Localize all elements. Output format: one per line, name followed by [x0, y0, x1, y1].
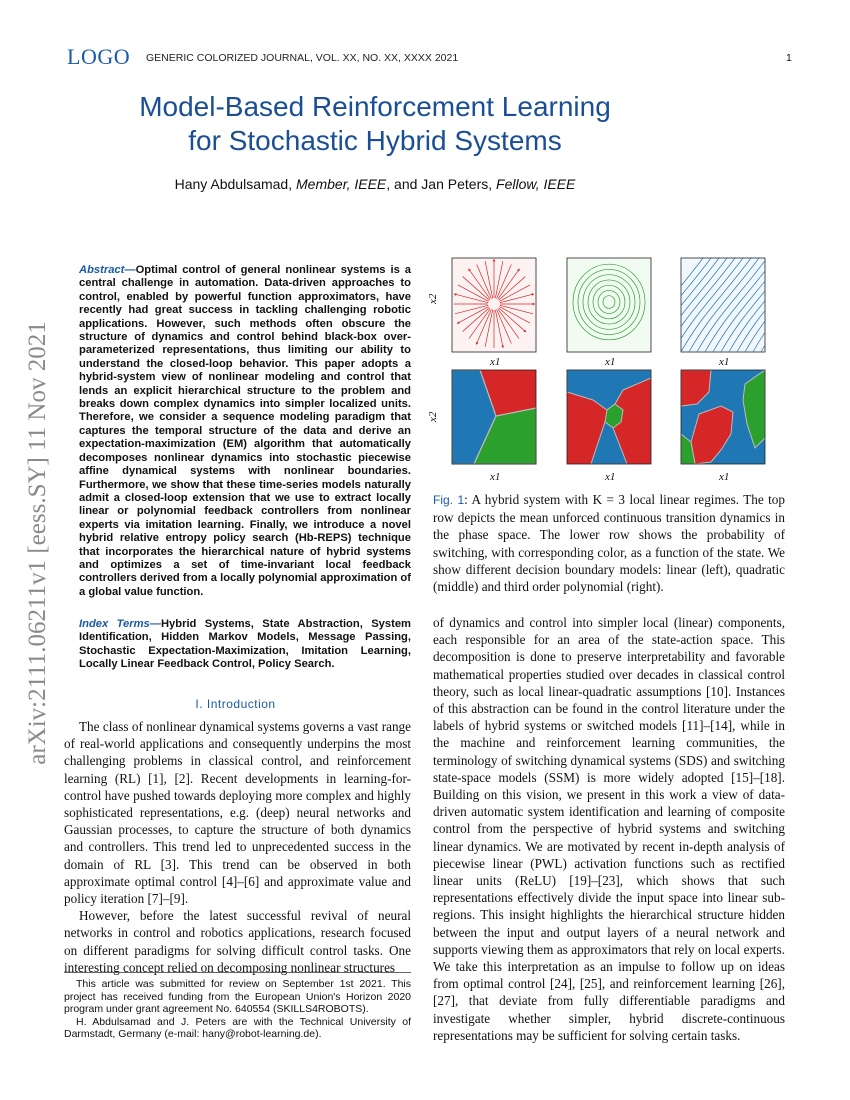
page-number: 1 [786, 52, 792, 64]
right-column-body [433, 614, 785, 1044]
author-1-role: Member, IEEE [296, 176, 387, 192]
footnote-paragraph-2: H. Abdulsamad and J. Peters are with the Technical University of Darmstadt, Germany (e-mail: hany@robot-learning.de). [64, 1015, 411, 1041]
region-map-quadratic [567, 370, 651, 464]
abstract-text: Optimal control of general nonlinear systems is a central challenge in automation. Data-driven approaches to control, enabled by powerful function approximators, have recently had great success in tackling challenging robotic applications. However, such methods often obscure the structure of dynamics and control behind black-box over-parameterized representations, thus limiting our ability to understand the closed-loop behavior. This paper adopts a hybrid-system view of nonlinear modeling and control that lends an explicit hierarchical structure to the problem and breaks down complex dynamics into simpler localized units. Therefore, we consider a sequence modeling paradigm that captures the temporal structure of the data and derive an expectation-maximization (EM) algorithm that automatically decomposes nonlinear dynamics into stochastic piecewise affine dynamical systems with nonlinear boundaries. Furthermore, we show that these time-series models naturally admit a closed-loop extension that we use to extract locally linear or polynomial feedback controllers from nonlinear experts via imitation learning. Finally, we introduce a novel hybrid relative entropy policy search (Hb-REPS) technique that incorporates the hierarchical nature of hybrid systems and optimizes a set of time-invariant local feedback controllers derived from a locally polynomial approximation of a global value function. [79, 264, 411, 598]
intro-paragraph-2: However, before the latest successful revival of neural networks in control and robotics applications, research focused on different paradigms for solving difficult control tasks. One interesting concept relied on decomposing nonlinear structures [64, 908, 411, 975]
paper-title [60, 90, 690, 158]
arxiv-stamp [18, 285, 58, 800]
figure-1 [427, 254, 790, 486]
abstract-label: Abstract— [79, 264, 136, 276]
journal-logo: LOGO [67, 44, 131, 69]
index-terms-text: Hybrid Systems, State Abstraction, System Identification, Hidden Markov Models, Message Passing, Stochastic Expectation-Maximization, Imitation Learning, Locally Linear Feedback Control, Policy Search. [79, 618, 411, 671]
index-terms [79, 618, 411, 672]
arxiv-stamp-text: arXiv:2111.06211v1 [eess.SY] 11 Nov 2021 [24, 320, 51, 765]
xlabel-bottom-middle: x1 [605, 471, 616, 483]
xlabel-top-left: x1 [490, 356, 501, 368]
xlabel-bottom-left: x1 [490, 471, 501, 483]
author-line [60, 176, 690, 192]
streamplot-right [633, 258, 839, 352]
title-line-2: for Stochastic Hybrid Systems [188, 125, 562, 156]
author-1: Hany Abdulsamad, [174, 176, 293, 192]
intro-paragraph-1: The class of nonlinear dynamical systems governs a vast range of real-world applications and consequently underpins the most challenging problems in classical control, and reinforcement learning (RL) [1], [2]. Recent developments in learning-for-control have pushed towards deploying more complex and highly sophisticated representations, e.g. (deep) neural networks and Gaussian processes, to capture the structure of both dynamics and controllers. This trend led to unprecedented success in the domain of RL [3]. This trend can be observed in both approximate optimal control [4]–[6] and approximate value and policy iteration [7]–[9]. [64, 719, 411, 907]
title-line-1: Model-Based Reinforcement Learning [139, 91, 611, 122]
index-terms-label: Index Terms— [79, 618, 161, 630]
figure-1-caption [433, 491, 785, 595]
right-paragraph-1: of dynamics and control into simpler local (linear) components, each responsible for an area of the state-action space. This decomposition is done to preserve interpretability and favorable mathematical properties studied over decades in classical control theory, such as local linear-quadratic assumptions [10]. Instances of this abstraction can be found in the control literature under the labels of hybrid systems or switched models [11]–[14], while in the machine and reinforcement learning communities, the terminology of switching dynamical systems (SDS) and switching state-space models (SSM) is more widely adopted [15]–[18]. Building on this vision, we present in this work a view of data-driven automatic system identification and learning of composite control from the perspective of hybrid systems and switching linear dynamics. We are motivated by recent in-depth analysis of piecewise linear (PWL) activation functions such as rectified linear units (ReLU) [19]–[23], which shows that such representations effectively divide the input space into linear sub-regions. This insight highlights the hierarchical structure hidden between the input and output layers of a neural network and supports viewing them as approximators that rely on local experts. We take this interpretation as an impulse to follow up on ideas from optimal control [24], [25], and reinforcement learning [26], [27], that deviate from fully differentiable paradigms and investigate whether simpler, hybrid discrete-continuous representations may be sufficient for solving certain tasks. [433, 615, 785, 1043]
panel-row2-ylabel: x2 [427, 411, 439, 422]
journal-running-header: GENERIC COLORIZED JOURNAL, VOL. XX, NO. XX, XXXX 2021 [146, 52, 459, 64]
panel-row1-ylabel: x2 [427, 293, 439, 304]
figure-1-caption-text: : A hybrid system with K = 3 local linear regimes. The top row depicts the mean unforced continuous transition dynamics in the phase space. The lower row shows the probability of switching, with corresponding color, as a function of the state. We show different decision boundary models: linear (left), quadratic (middle) and third order polynomial (right). [433, 492, 785, 595]
footnote-divider [64, 972, 411, 973]
streamplot-left [452, 258, 536, 352]
abstract [79, 264, 411, 599]
introduction-body [64, 718, 411, 976]
figure-1-label: Fig. 1 [433, 493, 465, 507]
author-2-role: Fellow, IEEE [496, 176, 576, 192]
region-map-linear [452, 370, 536, 464]
xlabel-top-middle: x1 [605, 356, 616, 368]
section-heading-introduction: I. Introduction [195, 697, 276, 711]
xlabel-bottom-right: x1 [719, 471, 730, 483]
footnote-paragraph-1: This article was submitted for review on September 1st 2021. This project has received funding from the European Union's Horizon 2020 program under grant agreement No. 640554 (SKILLS4ROBOTS). [64, 978, 411, 1016]
footnote [64, 978, 411, 1041]
xlabel-top-right: x1 [719, 356, 730, 368]
region-map-cubic [681, 370, 765, 464]
author-separator: , and Jan Peters, [386, 176, 493, 192]
streamplot-middle [567, 258, 651, 352]
